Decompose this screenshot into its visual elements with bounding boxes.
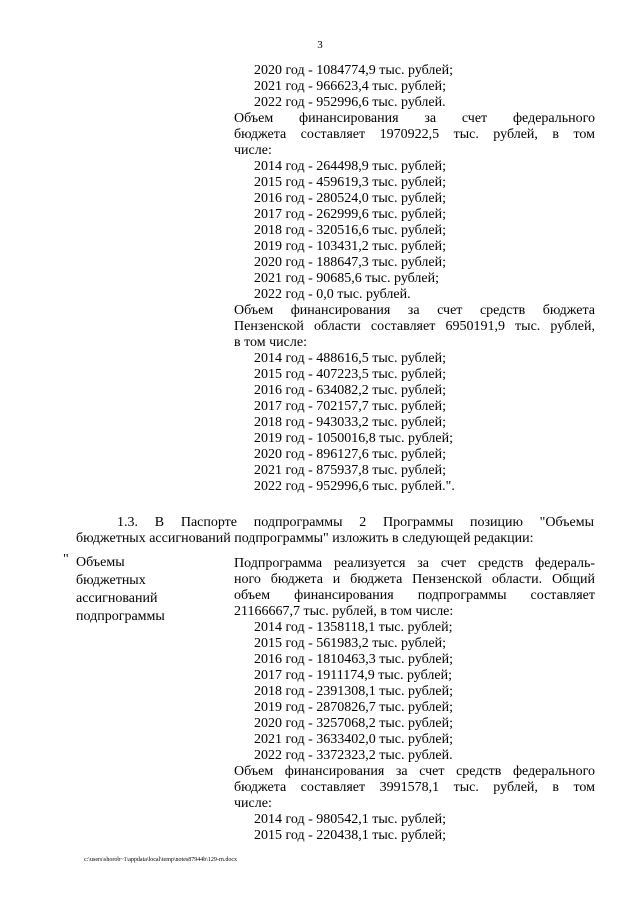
table-value-cell — [234, 556, 595, 844]
federal-year-line: 2019 год - 103431,2 тыс. рублей; — [254, 239, 447, 254]
regional-intro-line: Объем финансирования за счет средств бюджета — [234, 303, 595, 318]
regional-year-line: 2021 год - 875937,8 тыс. рублей; — [254, 463, 447, 478]
federal-intro-line: числе: — [234, 143, 272, 158]
regional-year-line: 2022 год - 952996,6 тыс. рублей.". — [254, 479, 455, 494]
regional-intro-line: в том числе: — [234, 335, 307, 350]
year-line: 2021 год - 966623,4 тыс. рублей; — [254, 79, 447, 94]
federal-year-line: 2017 год - 262999,6 тыс. рублей; — [254, 207, 447, 222]
total-year-line: 2019 год - 2870826,7 тыс. рублей; — [254, 700, 454, 715]
federal-intro-line: Объем финансирования за счет средств федерального — [234, 764, 595, 779]
federal-year-line: 2014 год - 264498,9 тыс. рублей; — [254, 159, 447, 174]
year-line: 2022 год - 952996,6 тыс. рублей. — [254, 95, 446, 110]
regional-year-line: 2015 год - 407223,5 тыс. рублей; — [254, 367, 447, 382]
paragraph-1-3 — [76, 515, 594, 547]
total-year-line: 2014 год - 1358118,1 тыс. рублей; — [254, 620, 453, 635]
page-number: 3 — [317, 39, 323, 51]
regional-year-line: 2020 год - 896127,6 тыс. рублей; — [254, 447, 447, 462]
paragraph-line: бюджетных ассигнований подпрограммы" изложить в следующей редакции: — [76, 531, 534, 546]
total-year-line: 2021 год - 3633402,0 тыс. рублей; — [254, 732, 454, 747]
regional-year-line: 2016 год - 634082,2 тыс. рублей; — [254, 383, 447, 398]
total-year-line: 2015 год - 561983,2 тыс. рублей; — [254, 636, 447, 651]
federal-intro-line: Объем финансирования за счет федерального — [234, 111, 595, 126]
regional-year-line: 2018 год - 943033,2 тыс. рублей; — [254, 415, 447, 430]
label-line: бюджетных — [76, 573, 146, 588]
label-line: подпрограммы — [76, 609, 165, 624]
file-path-footer: c:\users\shorob~1\appdata\local\temp\notes87944b\129-rn.docx — [84, 857, 238, 863]
regional-year-line: 2017 год - 702157,7 тыс. рублей; — [254, 399, 447, 414]
total-year-line: 2017 год - 1911174,9 тыс. рублей; — [254, 668, 452, 683]
regional-intro-line: Пензенской области составляет 6950191,9 тыс. рублей, — [234, 319, 595, 334]
federal-intro-line: числе: — [234, 796, 272, 811]
federal-year-line: 2020 год - 188647,3 тыс. рублей; — [254, 255, 447, 270]
federal-year-line: 2018 год - 320516,6 тыс. рублей; — [254, 223, 447, 238]
federal-year-line: 2015 год - 220438,1 тыс. рублей; — [254, 828, 447, 843]
paragraph-line: 1.3. В Паспорте подпрограммы 2 Программы позицию "Объемы — [117, 515, 594, 530]
label-line: ассигнований — [76, 591, 158, 606]
intro-line: Подпрограмма реализуется за счет средств федераль- — [234, 556, 595, 571]
federal-intro-line: бюджета составляет 3991578,1 тыс. рублей, в том — [234, 780, 595, 795]
federal-intro-line: бюджета составляет 1970922,5 тыс. рублей, в том — [234, 127, 595, 142]
intro-line: ного бюджета и бюджета Пензенской области. Общий — [234, 572, 595, 587]
total-year-line: 2016 год - 1810463,3 тыс. рублей; — [254, 652, 454, 667]
federal-year-line: 2015 год - 459619,3 тыс. рублей; — [254, 175, 447, 190]
federal-year-line: 2022 год - 0,0 тыс. рублей. — [254, 287, 411, 302]
total-year-line: 2022 год - 3372323,2 тыс. рублей. — [254, 748, 453, 763]
total-year-line: 2020 год - 3257068,2 тыс. рублей; — [254, 716, 454, 731]
year-line: 2020 год - 1084774,9 тыс. рублей; — [254, 63, 454, 78]
intro-line: 21166667,7 тыс. рублей, в том числе: — [234, 604, 454, 619]
top-block — [234, 63, 595, 495]
open-quote: " — [63, 552, 69, 567]
label-line: Объемы — [76, 555, 125, 570]
federal-year-line: 2021 год - 90685,6 тыс. рублей; — [254, 271, 440, 286]
regional-year-line: 2019 год - 1050016,8 тыс. рублей; — [254, 431, 454, 446]
total-year-line: 2018 год - 2391308,1 тыс. рублей; — [254, 684, 454, 699]
federal-year-line: 2016 год - 280524,0 тыс. рублей; — [254, 191, 447, 206]
federal-year-line: 2014 год - 980542,1 тыс. рублей; — [254, 812, 447, 827]
table-label-cell — [76, 554, 165, 626]
intro-line: объем финансирования подпрограммы составляет — [234, 588, 595, 603]
regional-year-line: 2014 год - 488616,5 тыс. рублей; — [254, 351, 447, 366]
